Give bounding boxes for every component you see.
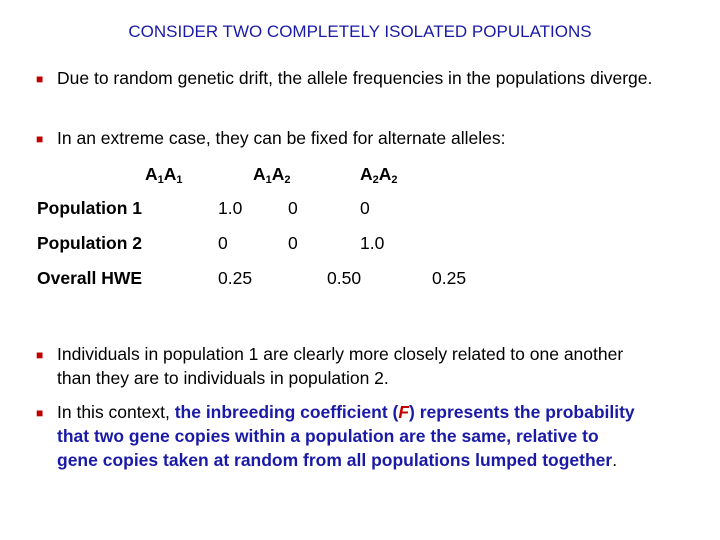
cell-pop1-a1a2: 0 [288, 198, 298, 218]
bullet-relatedness [36, 342, 676, 390]
square-bullet-icon: ■ [36, 72, 44, 86]
definition-part-2: ) represents the probability that two gene copies within a population are the same, relative to gene copies taken at random from all populations lumped together [57, 402, 635, 470]
cell-pop2-a2a2: 1.0 [360, 233, 385, 253]
square-bullet-icon: ■ [36, 348, 44, 362]
cell-hwe-a1a1: 0.25 [218, 268, 253, 288]
bullet-drift [36, 66, 686, 90]
row-label-population-2: Population 2 [37, 233, 142, 253]
cell-pop1-a2a2: 0 [360, 198, 370, 218]
square-bullet-icon: ■ [36, 132, 44, 146]
bullet-end-period: . [612, 450, 618, 470]
genotype-header-a2a2: $A_2A_2$ [360, 164, 398, 186]
bullet-text [57, 400, 637, 472]
row-label-population-1: Population 1 [37, 198, 142, 218]
bullet-text: In an extreme case, they can be fixed for alternate alleles: [57, 128, 506, 148]
inbreeding-symbol-F: F [398, 402, 410, 422]
genotype-header-a1a2: $A_1A_2$ [253, 164, 291, 186]
cell-pop2-a1a1: 0 [218, 233, 228, 253]
slide-title: CONSIDER TWO COMPLETELY ISOLATED POPULATIONS [128, 22, 592, 41]
row-label-overall-hwe: Overall HWE [37, 268, 143, 288]
bullet-text: Due to random genetic drift, the allele frequencies in the populations diverge. [57, 68, 653, 88]
cell-hwe-a1a2: 0.50 [327, 268, 362, 288]
definition-part-1: the inbreeding coefficient ( [174, 402, 399, 422]
bullet-inbreeding-coefficient [36, 400, 676, 472]
cell-hwe-a2a2: 0.25 [432, 268, 467, 288]
cell-pop2-a1a2: 0 [288, 233, 298, 253]
cell-pop1-a1a1: 1.0 [218, 198, 243, 218]
square-bullet-icon: ■ [36, 406, 44, 420]
bullet-text: Individuals in population 1 are clearly more closely related to one another than they are to individuals in population 2. [57, 344, 624, 388]
bullet-extreme-case [36, 126, 686, 150]
genotype-header-a1a1: $A_1A_1$ [145, 164, 183, 186]
bullet-pre-text: In this context, [57, 402, 175, 422]
